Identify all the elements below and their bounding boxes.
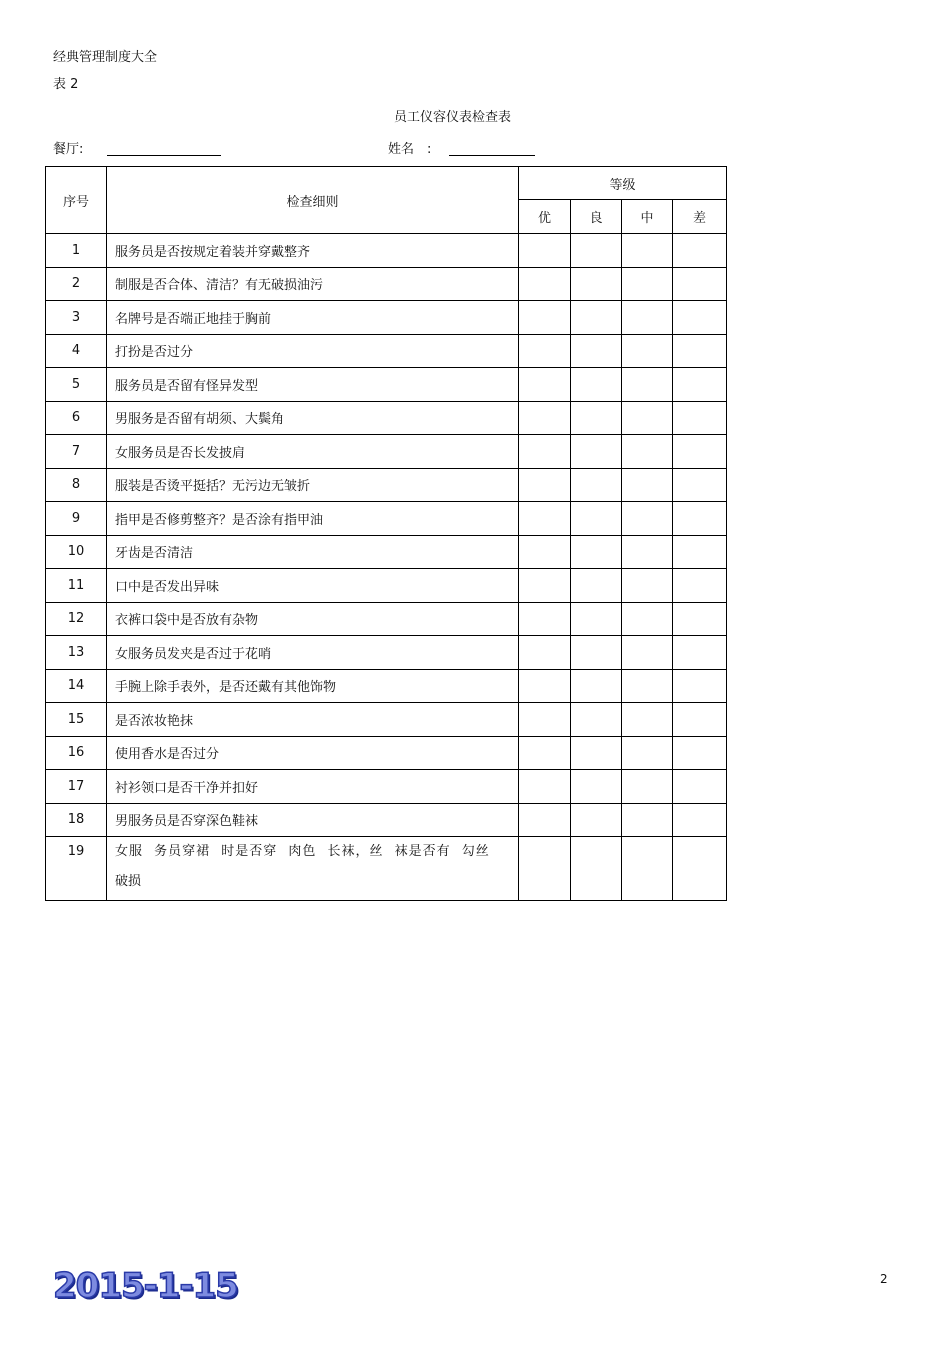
grade-average: 中 bbox=[622, 200, 673, 234]
grade-cell-poor[interactable] bbox=[673, 669, 727, 703]
document-header: 经典管理制度大全 bbox=[53, 50, 158, 65]
row-item: 名牌号是否端正地挂于胸前 bbox=[107, 301, 519, 335]
table-label: 表 2 bbox=[53, 77, 79, 92]
grade-cell-good[interactable] bbox=[571, 602, 622, 636]
row-number: 6 bbox=[46, 401, 107, 435]
col-header-grade: 等级 bbox=[519, 167, 727, 200]
page-number: 2 bbox=[880, 1272, 888, 1286]
row-item: 打扮是否过分 bbox=[107, 334, 519, 368]
row-number: 15 bbox=[46, 703, 107, 737]
grade-cell-excellent[interactable] bbox=[519, 468, 571, 502]
grade-cell-average[interactable] bbox=[622, 736, 673, 770]
grade-cell-good[interactable] bbox=[571, 435, 622, 469]
table-row bbox=[46, 468, 727, 502]
grade-good: 良 bbox=[571, 200, 622, 234]
grade-cell-average[interactable] bbox=[622, 703, 673, 737]
table-row bbox=[46, 502, 727, 536]
grade-cell-excellent[interactable] bbox=[519, 301, 571, 335]
grade-cell-excellent[interactable] bbox=[519, 234, 571, 268]
grade-cell-good[interactable] bbox=[571, 234, 622, 268]
grade-cell-poor[interactable] bbox=[673, 636, 727, 670]
row-item: 服务员是否按规定着装并穿戴整齐 bbox=[107, 234, 519, 268]
row-item: 使用香水是否过分 bbox=[107, 736, 519, 770]
grade-cell-poor[interactable] bbox=[673, 602, 727, 636]
table-row bbox=[46, 234, 727, 268]
grade-cell-poor[interactable] bbox=[673, 569, 727, 603]
row-number: 16 bbox=[46, 736, 107, 770]
row-number: 3 bbox=[46, 301, 107, 335]
grade-cell-average[interactable] bbox=[622, 234, 673, 268]
row-item: 制服是否合体、清洁？有无破损油污 bbox=[107, 267, 519, 301]
grade-cell-good[interactable] bbox=[571, 669, 622, 703]
grade-cell-excellent[interactable] bbox=[519, 569, 571, 603]
row-number: 11 bbox=[46, 569, 107, 603]
grade-cell-good[interactable] bbox=[571, 267, 622, 301]
row-item: 女服务员是否长发披肩 bbox=[107, 435, 519, 469]
grade-cell-poor[interactable] bbox=[673, 435, 727, 469]
restaurant-label: 餐厅: bbox=[53, 142, 84, 157]
row-item: 口中是否发出异味 bbox=[107, 569, 519, 603]
grade-cell-average[interactable] bbox=[622, 502, 673, 536]
grade-cell-good[interactable] bbox=[571, 569, 622, 603]
grade-cell-poor[interactable] bbox=[673, 334, 727, 368]
table-row bbox=[46, 535, 727, 569]
row-item: 衬衫领口是否干净并扣好 bbox=[107, 770, 519, 804]
table-row bbox=[46, 602, 727, 636]
row-number: 8 bbox=[46, 468, 107, 502]
name-label: 姓名 : bbox=[388, 142, 432, 157]
grade-cell-poor[interactable] bbox=[673, 703, 727, 737]
row-item: 男服务员是否穿深色鞋袜 bbox=[107, 803, 519, 837]
table-row bbox=[46, 569, 727, 603]
grade-cell-good[interactable] bbox=[571, 368, 622, 402]
grade-cell-excellent[interactable] bbox=[519, 334, 571, 368]
table-row bbox=[46, 669, 727, 703]
table-row bbox=[46, 334, 727, 368]
row-number: 19 bbox=[46, 837, 107, 901]
grade-cell-average[interactable] bbox=[622, 602, 673, 636]
grade-cell-good[interactable] bbox=[571, 703, 622, 737]
grade-cell-poor[interactable] bbox=[673, 736, 727, 770]
col-header-number: 序号 bbox=[46, 167, 107, 234]
grade-cell-excellent[interactable] bbox=[519, 435, 571, 469]
row-number: 9 bbox=[46, 502, 107, 536]
grade-cell-poor[interactable] bbox=[673, 368, 727, 402]
grade-cell-poor[interactable] bbox=[673, 301, 727, 335]
grade-cell-good[interactable] bbox=[571, 803, 622, 837]
row-item: 男服务是否留有胡须、大鬓角 bbox=[107, 401, 519, 435]
row-item bbox=[107, 837, 519, 901]
table-row bbox=[46, 267, 727, 301]
row-item: 指甲是否修剪整齐？是否涂有指甲油 bbox=[107, 502, 519, 536]
row-number: 18 bbox=[46, 803, 107, 837]
grade-cell-excellent[interactable] bbox=[519, 736, 571, 770]
grade-cell-excellent[interactable] bbox=[519, 401, 571, 435]
table-row bbox=[46, 401, 727, 435]
row-item: 女服务员发夹是否过于花哨 bbox=[107, 636, 519, 670]
grade-cell-average[interactable] bbox=[622, 435, 673, 469]
grade-cell-excellent[interactable] bbox=[519, 636, 571, 670]
row-item: 是否浓妆艳抹 bbox=[107, 703, 519, 737]
grade-cell-average[interactable] bbox=[622, 334, 673, 368]
grade-cell-good[interactable] bbox=[571, 736, 622, 770]
row-number: 10 bbox=[46, 535, 107, 569]
row-number: 4 bbox=[46, 334, 107, 368]
grade-cell-excellent[interactable] bbox=[519, 602, 571, 636]
grade-cell-poor[interactable] bbox=[673, 837, 727, 901]
grade-cell-average[interactable] bbox=[622, 803, 673, 837]
grade-cell-average[interactable] bbox=[622, 669, 673, 703]
table-row bbox=[46, 435, 727, 469]
row-item: 服装是否烫平挺括？无污边无皱折 bbox=[107, 468, 519, 502]
grade-cell-poor[interactable] bbox=[673, 502, 727, 536]
grade-cell-average[interactable] bbox=[622, 636, 673, 670]
grade-cell-poor[interactable] bbox=[673, 468, 727, 502]
grade-cell-excellent[interactable] bbox=[519, 267, 571, 301]
grade-cell-good[interactable] bbox=[571, 401, 622, 435]
grade-excellent: 优 bbox=[519, 200, 571, 234]
grade-cell-excellent[interactable] bbox=[519, 770, 571, 804]
grade-cell-good[interactable] bbox=[571, 468, 622, 502]
restaurant-blank[interactable] bbox=[107, 155, 221, 156]
grade-cell-poor[interactable] bbox=[673, 803, 727, 837]
name-blank[interactable] bbox=[449, 155, 535, 156]
row-number: 5 bbox=[46, 368, 107, 402]
grade-cell-excellent[interactable] bbox=[519, 703, 571, 737]
grade-cell-good[interactable] bbox=[571, 837, 622, 901]
row-item: 衣裤口袋中是否放有杂物 bbox=[107, 602, 519, 636]
row-item: 手腕上除手表外，是否还戴有其他饰物 bbox=[107, 669, 519, 703]
table-row bbox=[46, 770, 727, 804]
grade-poor: 差 bbox=[673, 200, 727, 234]
row-number: 14 bbox=[46, 669, 107, 703]
row-number: 13 bbox=[46, 636, 107, 670]
row-item-line2: 破损 bbox=[115, 874, 142, 889]
table-row bbox=[46, 803, 727, 837]
table-row bbox=[46, 636, 727, 670]
row-number: 7 bbox=[46, 435, 107, 469]
form-title: 员工仪容仪表检查表 bbox=[393, 110, 511, 125]
inspection-table bbox=[45, 166, 727, 901]
grade-cell-good[interactable] bbox=[571, 770, 622, 804]
row-number: 1 bbox=[46, 234, 107, 268]
grade-cell-excellent[interactable] bbox=[519, 502, 571, 536]
table-row bbox=[46, 368, 727, 402]
table-row bbox=[46, 736, 727, 770]
grade-cell-average[interactable] bbox=[622, 468, 673, 502]
table-row bbox=[46, 837, 727, 901]
grade-cell-good[interactable] bbox=[571, 334, 622, 368]
row-number: 17 bbox=[46, 770, 107, 804]
grade-cell-excellent[interactable] bbox=[519, 368, 571, 402]
grade-cell-average[interactable] bbox=[622, 301, 673, 335]
grade-cell-average[interactable] bbox=[622, 267, 673, 301]
row-number: 12 bbox=[46, 602, 107, 636]
col-header-item: 检查细则 bbox=[107, 167, 519, 234]
date-stamp: 2015-1-15 bbox=[53, 1266, 238, 1306]
row-item: 牙齿是否清洁 bbox=[107, 535, 519, 569]
table-row bbox=[46, 703, 727, 737]
table-row bbox=[46, 301, 727, 335]
grade-cell-good[interactable] bbox=[571, 535, 622, 569]
row-item-line1: 女服 务员穿裙 时是否穿 肉色 长袜，丝 袜是否有 勾丝 bbox=[115, 844, 490, 859]
grade-cell-excellent[interactable] bbox=[519, 837, 571, 901]
grade-cell-poor[interactable] bbox=[673, 234, 727, 268]
grade-cell-poor[interactable] bbox=[673, 535, 727, 569]
grade-cell-poor[interactable] bbox=[673, 770, 727, 804]
grade-cell-average[interactable] bbox=[622, 770, 673, 804]
grade-cell-poor[interactable] bbox=[673, 401, 727, 435]
grade-cell-excellent[interactable] bbox=[519, 535, 571, 569]
grade-cell-good[interactable] bbox=[571, 301, 622, 335]
grade-cell-good[interactable] bbox=[571, 502, 622, 536]
grade-cell-excellent[interactable] bbox=[519, 803, 571, 837]
grade-cell-average[interactable] bbox=[622, 569, 673, 603]
grade-cell-average[interactable] bbox=[622, 837, 673, 901]
grade-cell-good[interactable] bbox=[571, 636, 622, 670]
grade-cell-average[interactable] bbox=[622, 368, 673, 402]
row-number: 2 bbox=[46, 267, 107, 301]
grade-cell-poor[interactable] bbox=[673, 267, 727, 301]
grade-cell-excellent[interactable] bbox=[519, 669, 571, 703]
row-item: 服务员是否留有怪异发型 bbox=[107, 368, 519, 402]
grade-cell-average[interactable] bbox=[622, 535, 673, 569]
grade-cell-average[interactable] bbox=[622, 401, 673, 435]
